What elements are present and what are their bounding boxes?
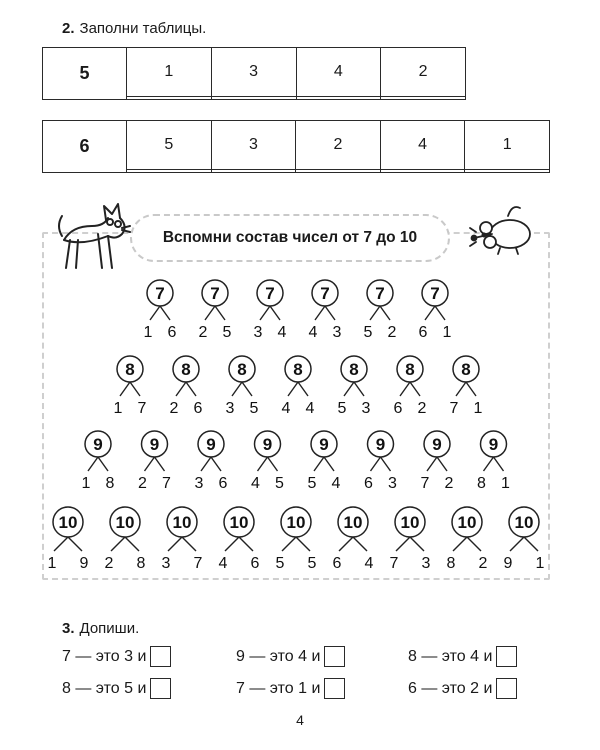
- tree-part-right: 3: [332, 324, 342, 341]
- tree-part-left: 2: [104, 555, 114, 572]
- tree-part-right: 5: [249, 400, 259, 417]
- task3-number: 3.: [62, 620, 75, 637]
- tree-branch-line: [288, 382, 298, 396]
- tree-branch-line: [130, 382, 140, 396]
- tree-part-right: 2: [417, 400, 427, 417]
- tree-branch-line: [242, 382, 252, 396]
- tree-part-right: 4: [331, 475, 341, 492]
- banner-text: Вспомни состав чисел от 7 до 10: [162, 229, 418, 246]
- tree-part-right: 3: [388, 475, 397, 492]
- tree-branch-line: [324, 457, 334, 471]
- table-cell: 3: [211, 121, 296, 170]
- tree-branch-line: [120, 382, 130, 396]
- exercise-item: [236, 678, 345, 699]
- tree-branch-line: [314, 457, 324, 471]
- tree-branch-line: [354, 382, 364, 396]
- page-number: 4: [296, 712, 304, 728]
- tree-part-left: 3: [194, 475, 204, 492]
- tree-branch-line: [524, 537, 538, 551]
- table-cell: 4: [380, 121, 465, 170]
- answer-box[interactable]: [496, 646, 517, 667]
- tree-branch-line: [232, 382, 242, 396]
- tree-branch-line: [145, 457, 155, 471]
- tree-part-left: 5: [275, 555, 285, 572]
- tree-branch-line: [425, 306, 435, 320]
- tree-part-right: 8: [136, 555, 146, 572]
- tree-part-left: 3: [253, 324, 263, 341]
- tree-branch-line: [270, 306, 280, 320]
- tree-part-right: 7: [193, 555, 203, 572]
- tree-part-left: 1: [143, 324, 153, 341]
- tree-branch-line: [371, 457, 381, 471]
- tree-part-left: 5: [307, 475, 317, 492]
- tree-part-left: 7: [389, 555, 399, 572]
- tree-branch-line: [315, 306, 325, 320]
- tree-branch-line: [353, 537, 367, 551]
- tree-branch-line: [494, 457, 504, 471]
- tree-root-number: 9: [206, 435, 216, 454]
- tree-branch-line: [160, 306, 170, 320]
- tree-branch-line: [437, 457, 447, 471]
- tree-branch-line: [339, 537, 353, 551]
- tree-part-right: 6: [167, 324, 177, 341]
- tree-part-left: 4: [308, 324, 318, 341]
- tree-branch-line: [182, 537, 196, 551]
- tree-branch-line: [111, 537, 125, 551]
- tree-branch-line: [380, 306, 390, 320]
- tree-part-left: 6: [393, 400, 403, 417]
- tree-root-number: 10: [514, 513, 534, 532]
- tree-root-number: 10: [286, 513, 306, 532]
- tree-branch-line: [239, 537, 253, 551]
- tree-part-right: 2: [444, 475, 454, 492]
- table-cell: 1: [465, 121, 550, 170]
- exercise-item: [408, 678, 517, 699]
- tree-root-number: 10: [343, 513, 363, 532]
- task2-number: 2.: [62, 20, 75, 37]
- tree-branch-line: [68, 537, 82, 551]
- tree-part-left: 5: [363, 324, 373, 341]
- tree-branch-line: [125, 537, 139, 551]
- tree-part-right: 4: [364, 555, 374, 572]
- table-cell: 4: [296, 48, 381, 97]
- tree-root-number: 8: [237, 360, 247, 379]
- tree-root-number: 7: [155, 284, 165, 303]
- answer-box[interactable]: [324, 646, 345, 667]
- tree-root-number: 10: [172, 513, 192, 532]
- table-lead-number: 6: [43, 121, 127, 173]
- tree-root-number: 7: [265, 284, 275, 303]
- tree-branch-line: [370, 306, 380, 320]
- exercise-text: 6 — это 2 и: [408, 679, 493, 697]
- tree-part-left: 7: [420, 475, 430, 492]
- tree-branch-line: [282, 537, 296, 551]
- table-cell: 1: [127, 48, 212, 97]
- tree-branch-line: [484, 457, 494, 471]
- tree-branch-line: [344, 382, 354, 396]
- tree-branch-line: [205, 306, 215, 320]
- tree-root-number: 7: [430, 284, 440, 303]
- tree-root-number: 10: [115, 513, 135, 532]
- tree-part-left: 1: [113, 400, 123, 417]
- tree-part-left: 6: [364, 475, 373, 492]
- exercise-item: [408, 646, 517, 667]
- tree-part-right: 7: [137, 400, 147, 417]
- tree-root-number: 8: [293, 360, 303, 379]
- tree-branch-line: [176, 382, 186, 396]
- task3-title: [62, 620, 139, 637]
- tree-part-left: 3: [161, 555, 171, 572]
- exercise-text: 7 — это 1 и: [236, 679, 321, 697]
- table-cell: 2: [381, 48, 466, 97]
- tree-part-left: 6: [418, 324, 428, 341]
- table-cell: 3: [211, 48, 296, 97]
- tree-branch-line: [258, 457, 268, 471]
- tree-branch-line: [456, 382, 466, 396]
- tree-part-left: 4: [218, 555, 228, 572]
- table-cell: 5: [127, 121, 212, 170]
- tree-root-number: 9: [262, 435, 273, 454]
- tree-root-number: 7: [375, 284, 385, 303]
- tree-root-number: 8: [349, 360, 359, 379]
- tree-part-right: 9: [79, 555, 89, 572]
- tree-root-number: 9: [432, 435, 442, 454]
- tree-part-right: 8: [105, 475, 115, 492]
- table-lead-number: 5: [43, 48, 127, 100]
- tree-branch-line: [467, 537, 481, 551]
- tree-part-left: 4: [281, 400, 291, 417]
- tree-branch-line: [201, 457, 211, 471]
- tree-branch-line: [98, 457, 108, 471]
- tree-part-right: 3: [361, 400, 371, 417]
- tree-part-right: 5: [307, 555, 317, 572]
- tree-branch-line: [150, 306, 160, 320]
- tree-part-left: 2: [198, 324, 208, 341]
- tree-part-right: 7: [162, 475, 171, 492]
- tree-part-left: 6: [332, 555, 342, 572]
- exercise-text: 9 — это 4 и: [236, 647, 321, 665]
- tree-branch-line: [296, 537, 310, 551]
- tree-part-right: 3: [421, 555, 431, 572]
- exercise-item: [62, 646, 171, 667]
- answer-box[interactable]: [496, 678, 517, 699]
- tree-part-right: 1: [535, 555, 545, 572]
- exercise-text: 8 — это 4 и: [408, 647, 493, 665]
- tree-part-left: 7: [449, 400, 459, 417]
- tree-branch-line: [225, 537, 239, 551]
- tree-branch-line: [155, 457, 165, 471]
- tree-part-right: 5: [275, 475, 284, 492]
- tree-branch-line: [435, 306, 445, 320]
- task3-text: Допиши.: [79, 620, 140, 637]
- tree-part-left: 9: [503, 555, 513, 572]
- tree-branch-line: [466, 382, 476, 396]
- tree-part-right: 6: [250, 555, 260, 572]
- tree-part-left: 2: [138, 475, 147, 492]
- tree-branch-line: [325, 306, 335, 320]
- tree-part-left: 8: [446, 555, 456, 572]
- tree-part-right: 1: [473, 400, 483, 417]
- exercise-text: 7 — это 3 и: [62, 647, 147, 665]
- tree-root-number: 7: [320, 284, 330, 303]
- answer-box[interactable]: [324, 678, 345, 699]
- tree-part-right: 5: [222, 324, 232, 341]
- tree-part-right: 2: [387, 324, 397, 341]
- exercise-item: [62, 678, 171, 699]
- tree-branch-line: [396, 537, 410, 551]
- table-cell: 2: [296, 121, 381, 170]
- tree-part-left: 1: [47, 555, 57, 572]
- tree-root-number: 9: [319, 435, 329, 454]
- tree-root-number: 8: [405, 360, 415, 379]
- tree-part-left: 1: [81, 475, 91, 492]
- tree-part-right: 4: [305, 400, 315, 417]
- tree-root-number: 8: [125, 360, 135, 379]
- tree-branch-line: [381, 457, 391, 471]
- task2-text: Заполни таблицы.: [79, 20, 207, 37]
- tree-part-right: 2: [478, 555, 488, 572]
- tree-root-number: 8: [181, 360, 191, 379]
- tree-part-left: 4: [251, 475, 260, 492]
- tree-branch-line: [453, 537, 467, 551]
- tree-part-right: 6: [218, 475, 228, 492]
- tree-root-number: 10: [457, 513, 477, 532]
- exercise-item: [236, 646, 345, 667]
- tree-root-number: 10: [229, 513, 249, 532]
- answer-box[interactable]: [150, 646, 171, 667]
- tree-root-number: 7: [210, 284, 220, 303]
- tree-part-left: 3: [225, 400, 235, 417]
- tree-branch-line: [215, 306, 225, 320]
- tree-branch-line: [298, 382, 308, 396]
- tree-part-right: 4: [277, 324, 287, 341]
- tree-root-number: 8: [461, 360, 471, 379]
- tree-part-left: 2: [169, 400, 179, 417]
- tree-part-right: 6: [193, 400, 203, 417]
- tree-branch-line: [410, 537, 424, 551]
- tree-part-left: 5: [337, 400, 347, 417]
- tree-branch-line: [168, 537, 182, 551]
- tree-root-number: 9: [488, 435, 499, 454]
- tree-part-right: 1: [501, 475, 510, 492]
- tree-branch-line: [88, 457, 98, 471]
- tree-root-number: 10: [58, 513, 78, 532]
- tree-part-right: 1: [442, 324, 452, 341]
- answer-box[interactable]: [150, 678, 171, 699]
- tree-root-number: 9: [375, 435, 386, 454]
- tree-branch-line: [427, 457, 437, 471]
- tree-branch-line: [54, 537, 68, 551]
- tree-part-left: 8: [477, 475, 486, 492]
- tree-branch-line: [211, 457, 221, 471]
- tree-branch-line: [510, 537, 524, 551]
- tree-branch-line: [410, 382, 420, 396]
- tree-branch-line: [260, 306, 270, 320]
- exercise-text: 8 — это 5 и: [62, 679, 147, 697]
- tree-root-number: 10: [400, 513, 420, 532]
- tree-root-number: 9: [93, 435, 103, 454]
- tree-branch-line: [186, 382, 196, 396]
- tree-branch-line: [400, 382, 410, 396]
- tree-branch-line: [268, 457, 278, 471]
- tree-root-number: 9: [149, 435, 160, 454]
